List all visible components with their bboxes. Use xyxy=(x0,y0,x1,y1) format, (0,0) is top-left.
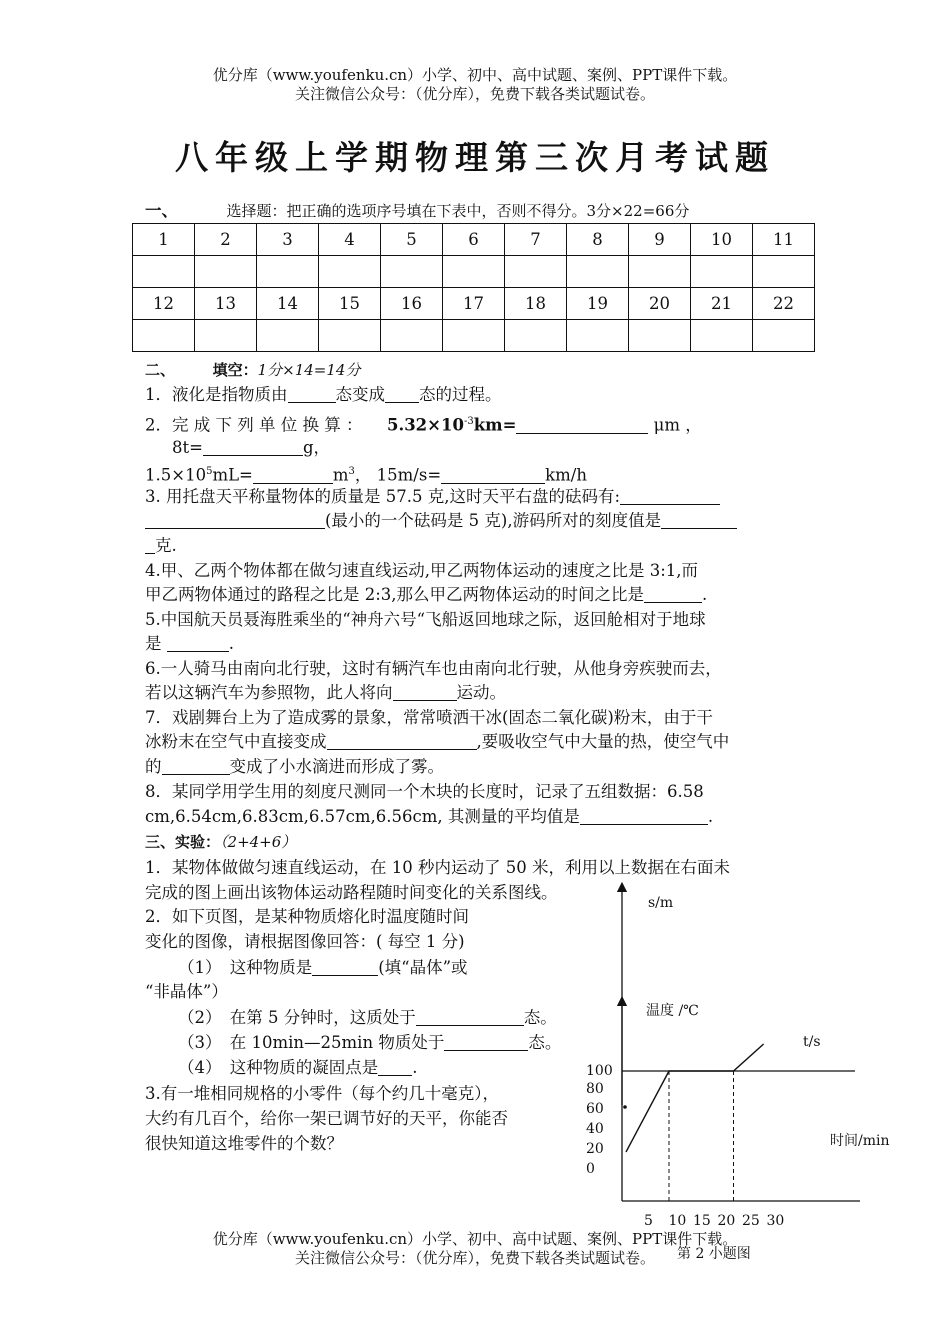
q2b-text-b: g， xyxy=(302,438,331,457)
answer-number-cell: 2 xyxy=(195,224,257,256)
y-tick-label: 60 xyxy=(586,1101,604,1117)
answer-cell[interactable] xyxy=(381,320,443,352)
answer-cell[interactable] xyxy=(753,256,815,288)
q2c-text-b: mL= xyxy=(212,465,253,485)
answer-cell[interactable] xyxy=(691,256,753,288)
answer-cell[interactable] xyxy=(133,256,195,288)
q3-text-a: 3. 用托盘天平称量物体的质量是 57.5 克,这时天平右盘的砝码有: xyxy=(145,487,621,506)
e2-q1-text-a: （1） 这种物质是 xyxy=(178,958,313,977)
y-tick-label: 20 xyxy=(586,1141,604,1157)
x-tick-label: 25 xyxy=(742,1213,760,1229)
e2-q4-text-a: （4） 这种物质的凝固点是 xyxy=(178,1058,379,1077)
q4-blank[interactable] xyxy=(644,586,702,603)
e2-q2-blank[interactable] xyxy=(416,1009,524,1026)
site-footer-line1: 优分库（www.youfenku.cn）小学、初中、高中试题、案例、PPT课件下载。 xyxy=(212,1230,738,1248)
section2-heading xyxy=(145,358,360,382)
section2-num: 二、 xyxy=(145,361,176,379)
melting-curve-line xyxy=(626,1044,764,1152)
q7-blank-1[interactable] xyxy=(327,733,477,750)
q2c-text-d: km/h xyxy=(545,465,587,485)
site-header-line1: 优分库（www.youfenku.cn）小学、初中、高中试题、案例、PPT课件下载。 xyxy=(212,66,738,84)
q6-text-a: 若以这辆汽车为参照物，此人将向 xyxy=(145,683,393,702)
answer-input-row-1 xyxy=(133,256,815,288)
q8-text-a: cm,6.54cm,6.83cm,6.57cm,6.56cm, 其测量的平均值是 xyxy=(145,807,580,826)
experiment-2-q1b: “非晶体”） xyxy=(145,982,228,1001)
q8-text-b: . xyxy=(707,807,714,826)
q1-text-a: 1．液化是指物质由 xyxy=(145,385,288,404)
q5-text-a: 是 xyxy=(145,634,162,653)
question-2-3a xyxy=(145,485,720,509)
y-tick-label: 80 xyxy=(586,1081,604,1097)
q1-blank-2[interactable] xyxy=(385,386,419,403)
question-2-2b xyxy=(172,436,330,460)
time-axis-label: 时间/min xyxy=(830,1133,890,1149)
answer-input-row-2 xyxy=(133,320,815,352)
q3-blank-3[interactable] xyxy=(661,512,737,529)
q2c-exp: 5 xyxy=(206,466,213,477)
q5-text-b: . xyxy=(228,634,234,653)
experiment-2b: 变化的图像，请根据图像回答：( 每空 1 分) xyxy=(145,932,465,951)
q7-text-a: 冰粉末在空气中直接变成 xyxy=(145,732,327,751)
question-2-7a: 7．戏剧舞台上为了造成雾的景象，常常喷洒干冰(固态二氧化碳)粉末，由于干 xyxy=(145,708,713,727)
answer-cell[interactable] xyxy=(133,320,195,352)
q3-blank-4[interactable] xyxy=(145,537,155,554)
graph-area xyxy=(570,875,950,1265)
answer-cell[interactable] xyxy=(505,320,567,352)
answer-number-cell: 17 xyxy=(443,288,505,320)
answer-number-cell: 1 xyxy=(133,224,195,256)
answer-number-cell: 3 xyxy=(257,224,319,256)
answer-number-cell: 14 xyxy=(257,288,319,320)
q7-text-c: 的 xyxy=(145,757,162,776)
question-2-5b xyxy=(145,632,234,656)
answer-header-row-1 xyxy=(133,224,815,256)
e2-q2-text-b: 态。 xyxy=(523,1008,557,1027)
section1-text: 选择题：把正确的选项序号填在下表中，否则不得分。3分×22=66分 xyxy=(226,202,690,220)
q2-text-a: 2．完 成 下 列 单 位 换 算 ： xyxy=(145,415,363,435)
q2-unit: km= xyxy=(473,415,517,435)
answer-cell[interactable] xyxy=(691,320,753,352)
answer-number-cell: 15 xyxy=(319,288,381,320)
answer-number-cell: 5 xyxy=(381,224,443,256)
e2-q4-text-b: . xyxy=(412,1058,418,1077)
e2-q3-text-a: （3） 在 10min—25min 物质处于 xyxy=(178,1033,445,1052)
question-2-2c xyxy=(145,460,587,488)
experiment-2-q4 xyxy=(178,1056,418,1080)
graph-dot xyxy=(623,1105,627,1109)
section1-num: 一、 xyxy=(145,201,178,220)
q1-blank-1[interactable] xyxy=(288,386,336,403)
question-2-3c xyxy=(145,534,177,558)
question-2-8a: 8．某同学用学生用的刻度尺测同一个木块的长度时，记录了五组数据：6.58 xyxy=(145,782,704,801)
question-2-7c xyxy=(145,755,444,779)
x-tick-labels xyxy=(644,1213,784,1229)
q3-text-c: 克. xyxy=(155,536,177,555)
e2-q3-blank[interactable] xyxy=(444,1034,528,1051)
answer-number-cell: 9 xyxy=(629,224,691,256)
answer-cell[interactable] xyxy=(629,256,691,288)
answer-cell[interactable] xyxy=(257,256,319,288)
answer-cell[interactable] xyxy=(753,320,815,352)
experiment-2a: 2．如下页图，是某种物质熔化时温度随时间 xyxy=(145,907,469,926)
q7-blank-2[interactable] xyxy=(162,758,230,775)
x-tick-label: 5 xyxy=(644,1213,653,1229)
answer-number-cell: 7 xyxy=(505,224,567,256)
section3-heading xyxy=(145,830,296,854)
section2-score: 1分×14=14分 xyxy=(257,361,361,379)
question-2-7b xyxy=(145,730,729,754)
melting-curve xyxy=(626,1044,764,1201)
answer-cell[interactable] xyxy=(319,320,381,352)
answer-table xyxy=(132,223,815,352)
q4-text-a: 甲乙两物体通过的路程之比是 2:3,那么甲乙两物体运动的时间之比是 xyxy=(145,585,645,604)
answer-number-cell: 13 xyxy=(195,288,257,320)
e2-q1-text-b: (填“晶体”或 xyxy=(378,958,468,977)
answer-number-cell: 22 xyxy=(753,288,815,320)
e2-q3-text-b: 态。 xyxy=(528,1033,562,1052)
question-2-6a: 6.一人骑马由南向北行驶，这时有辆汽车也由南向北行驶，从他身旁疾驶而去， xyxy=(145,659,722,678)
question-2-8b xyxy=(145,805,713,829)
experiment-1b: 完成的图上画出该物体运动路程随时间变化的关系图线。 xyxy=(145,883,558,902)
question-2-1 xyxy=(145,383,502,407)
question-2-4b xyxy=(145,583,707,607)
answer-number-cell: 4 xyxy=(319,224,381,256)
answer-cell[interactable] xyxy=(319,256,381,288)
section1-heading xyxy=(145,199,689,223)
q2-unit-b: μm ， xyxy=(653,415,702,435)
answer-cell[interactable] xyxy=(505,256,567,288)
section3-num: 三、 xyxy=(145,833,176,851)
section3-score: （2+4+6） xyxy=(220,833,297,851)
answer-cell[interactable] xyxy=(195,320,257,352)
answer-number-cell: 8 xyxy=(567,224,629,256)
q2c-exp2: 3 xyxy=(348,466,355,477)
experiment-2-q2 xyxy=(178,1006,557,1030)
experiment-1a: 1．某物体做做匀速直线运动，在 10 秒内运动了 50 米，利用以上数据在右面未 xyxy=(145,858,730,877)
q2c-text-c: ， 15m/s= xyxy=(354,465,442,485)
section2-label: 填空： xyxy=(212,361,258,379)
q1-text-c: 态的过程。 xyxy=(419,385,502,404)
answer-header-row-2 xyxy=(133,288,815,320)
y-tick-label: 100 xyxy=(586,1063,613,1079)
site-header-line2: 关注微信公众号：（优分库），免费下载各类试题试卷。 xyxy=(294,85,655,103)
q3-text-b: (最小的一个砝码是 5 克),游码所对的刻度值是 xyxy=(325,511,662,530)
answer-number-cell: 12 xyxy=(133,288,195,320)
question-2-5a: 5.中国航天员聂海胜乘坐的“神舟六号“飞船返回地球之际，返回舱相对于地球 xyxy=(145,610,706,629)
q3-blank-2[interactable] xyxy=(145,512,325,529)
e2-q4-blank[interactable] xyxy=(378,1059,412,1076)
q6-text-b: 运动。 xyxy=(456,683,506,702)
temp-axis-label: 温度 /℃ xyxy=(646,1003,699,1019)
q2-blank-2[interactable] xyxy=(203,439,303,456)
answer-number-cell: 19 xyxy=(567,288,629,320)
q2-blank-3[interactable] xyxy=(253,467,333,484)
answer-cell[interactable] xyxy=(629,320,691,352)
answer-cell[interactable] xyxy=(567,256,629,288)
e2-q1-blank[interactable] xyxy=(312,959,378,976)
q7-text-d: 变成了小水滴进而形成了雾。 xyxy=(229,757,444,776)
y-tick-label: 0 xyxy=(586,1161,595,1177)
q1-text-b: 态变成 xyxy=(335,385,385,404)
experiment-3c: 很快知道这堆零件的个数？ xyxy=(145,1134,343,1153)
q5-blank[interactable] xyxy=(167,635,229,652)
q8-blank[interactable] xyxy=(580,808,708,825)
answer-number-cell: 21 xyxy=(691,288,753,320)
y-tick-labels xyxy=(586,1063,613,1177)
graph-caption: 第 2 小题图 xyxy=(677,1246,751,1262)
answer-number-cell: 16 xyxy=(381,288,443,320)
answer-cell[interactable] xyxy=(257,320,319,352)
answer-number-cell: 6 xyxy=(443,224,505,256)
x-tick-label: 30 xyxy=(766,1213,785,1229)
q4-text-b: . xyxy=(702,585,708,604)
answer-number-cell: 11 xyxy=(753,224,815,256)
t-axis-label: t/s xyxy=(803,1034,821,1050)
q2-exp: -3 xyxy=(463,416,474,427)
question-2-6b xyxy=(145,681,506,705)
q2-blank-1[interactable] xyxy=(516,417,648,434)
experiment-2-q1 xyxy=(178,956,468,980)
y-tick-label: 40 xyxy=(586,1121,604,1137)
answer-cell[interactable] xyxy=(443,320,505,352)
x-tick-label: 20 xyxy=(717,1213,736,1229)
q2c-unit: m xyxy=(332,465,349,485)
answer-cell[interactable] xyxy=(195,256,257,288)
question-2-2a xyxy=(145,410,805,438)
answer-cell[interactable] xyxy=(381,256,443,288)
q6-blank[interactable] xyxy=(393,684,457,701)
question-2-4a: 4.甲、乙两个物体都在做匀速直线运动,甲乙两物体运动的速度之比是 3:1,而 xyxy=(145,561,699,580)
q2c-text-a: 1.5×10 xyxy=(145,465,207,485)
q2b-text-a: 8t= xyxy=(172,438,203,457)
x-tick-label: 15 xyxy=(693,1213,711,1229)
x-tick-label: 10 xyxy=(668,1213,687,1229)
page-title: 八年级上学期物理第三次月考试题 xyxy=(175,138,775,177)
q2-value: 5.32×10 xyxy=(386,415,464,435)
q2-blank-4[interactable] xyxy=(441,467,545,484)
question-2-3b xyxy=(145,509,737,533)
q3-blank-1[interactable] xyxy=(620,488,720,505)
site-footer-line2: 关注微信公众号：（优分库），免费下载各类试题试卷。 xyxy=(294,1249,655,1267)
answer-number-cell: 18 xyxy=(505,288,567,320)
answer-number-cell: 10 xyxy=(691,224,753,256)
answer-cell[interactable] xyxy=(443,256,505,288)
s-axis-label: s/m xyxy=(648,895,674,911)
answer-cell[interactable] xyxy=(567,320,629,352)
q7-text-b: ,要吸收空气中大量的热，使空气中 xyxy=(476,732,730,751)
experiment-3a: 3.有一堆相同规格的小零件（每个约几十毫克）， xyxy=(145,1084,499,1103)
e2-q2-text-a: （2） 在第 5 分钟时，这质处于 xyxy=(178,1008,416,1027)
experiment-2-q3 xyxy=(178,1031,561,1055)
section3-label: 实验： xyxy=(175,833,221,851)
experiment-3b: 大约有几百个，给你一架已调节好的天平，你能否 xyxy=(145,1109,508,1128)
answer-number-cell: 20 xyxy=(629,288,691,320)
